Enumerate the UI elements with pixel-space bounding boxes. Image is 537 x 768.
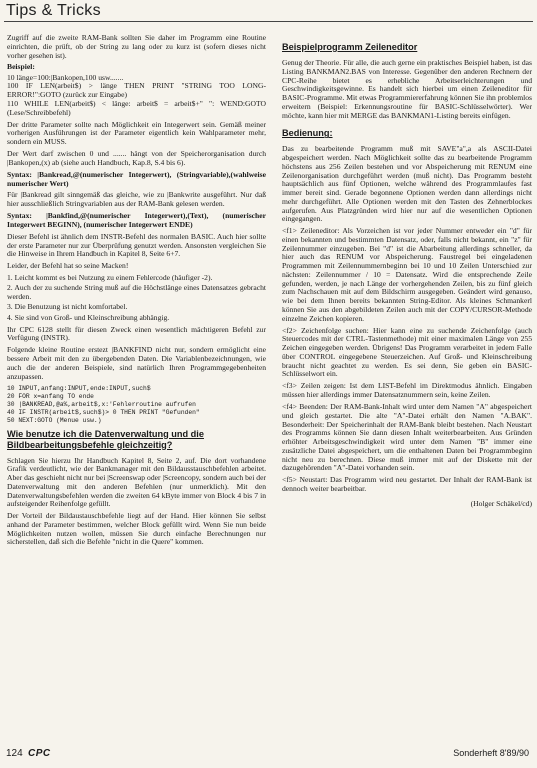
paragraph: Leider, der Befehl hat so seine Macken! bbox=[7, 261, 129, 271]
section-heading: Wie benutze ich die Datenverwaltung und die Bildbearbeitungsbefehle gleichzeitig? bbox=[7, 428, 204, 450]
paragraph: Das zu bearbeitende Programm muß mit SAVE"a",a als ASCII-Datei abgespeichert werden. Nach Möglichkeit sollte das zu bearbeitende Programm höchstens aus 256 Zeilen bestehen und vor Abspeicherung mit RENUM eine Zeilenorganisation durchgeführt werden (muß nicht). Das Programm besteht hauptsächlich aus fünf Optionen, welche während des Programmlaufes fast immer bereit sind. Gerade begonnene Optionen werden dann allerdings nicht mehr durchgeführt. Alle Optionen werden mit den Tasten des Zehnerblockes aufgerufen. Aus Platzgründen wird hier nur auf die wesentlichen Optionen eingegangen. bbox=[282, 144, 532, 224]
right-column bbox=[282, 34, 532, 508]
option-f4: <f4> Beenden: Der RAM-Bank-Inhalt wird unter dem Namen "A" abgespeichert und gleich gestartet. Die alte "A"-Datei erhält den Namen "A.BAK". Besonderheit: Der Speicherinhalt der RAM-Bank bleibt bestehen. Nach Neustart des Programms können Sie dann diesen Inhalt weiterbearbeiten. Aus Gründen erhöhter Arbeitsgeschwindigkeit wird unter dem Namen "B" immer eine zusätzliche Datei abgespeichert, um die enthaltenen Daten bei Programmbeginn nicht neu zu berechnen. Diese muß immer mit auf der Diskette mit der dazugehörenden "A"-Datei vorhanden sein. bbox=[282, 402, 532, 473]
paragraph: Folgende kleine Routine erstezt |BANKFIND nicht nur, sondern ermöglicht eine bessere Arbeit mit den zu übergebenden Daten. Die Variablenbezeichnungen, wie auch die der anderen Beispiele, sind natürlich Ihren Programmgegebenheiten anzupassen. bbox=[7, 345, 266, 381]
author-signature: (Holger Schäkel/cd) bbox=[470, 498, 532, 508]
option-f3: <f3> Zeilen zeigen: Ist dem LIST-Befehl im Direktmodus ähnlich. Eingaben müssen hier allerdings immer Datensatznummern sein, keine Zeilen. bbox=[282, 381, 532, 400]
magazine-logo: CPC bbox=[28, 748, 51, 759]
paragraph: Schlagen Sie hierzu Ihr Handbuch Kapitel 8, Seite 2, auf. Die dort vorhandene Grafik verdeutlicht, wie der Bankmanager mit den Bildausstauschbefehlen arbeitet. Aber das geschieht nicht nur bei |Screenswap oder |Screencopy, sondern auch bei der Datenverwaltung mit den anderen Befehlen (nur unmerklich). Mit den Datenverwaltungsbefehlen werden die zweiten 64 kByte immer von Block 4 bis 7 in aufsteigender Reihenfolge gefüllt. bbox=[7, 455, 266, 509]
section-heading: Beispielprogramm Zeileneditor bbox=[282, 42, 418, 52]
left-column bbox=[7, 34, 266, 550]
syntax-bankfind: Syntax: |Bankfind,@(numerischer Integerwert),(Text), (numerischer Integerwert BEGINN), (numerischer Integerwert ENDE) bbox=[7, 211, 266, 229]
header-rule bbox=[4, 21, 533, 22]
section-title: Tips & Tricks bbox=[6, 2, 101, 19]
page-header bbox=[0, 0, 537, 22]
paragraph: Ihr CPC 6128 stellt für diesen Zweck einen wesentlich mächtigeren Befehl zur Verfügung (INSTR). bbox=[7, 324, 266, 343]
option-f5: <f5> Neustart: Das Programm wird neu gestartet. Der Inhalt der RAM-Bank ist dennoch weiter bearbeitbar. bbox=[282, 475, 532, 493]
syntax-bankread: Syntax: |Bankread,@(numerischer Integerwert), (Stringvariable),(wahlweise numerischer Wert) bbox=[7, 169, 266, 188]
paragraph: Der Wert darf zwischen 0 und ....... hängt von der Speicherorganisation durch |Bankopen,(x) ab (siehe auch Handbuch, Kap.8, S.4 bis 6). bbox=[7, 149, 266, 167]
paragraph: Der dritte Parameter sollte nach Möglichkeit ein Integerwert sein. Gemäß meiner vorherigen Ausführungen ist der Parameter eigentlich kein Wahlparameter mehr, sondern ein MUSS. bbox=[7, 119, 266, 147]
page-footer bbox=[0, 745, 537, 765]
option-f1: <f1> Zeileneditor: Als Vorzeichen ist vor jeder Nummer entweder ein "d" für einen bekannten und bestimmten Datensatz, oder, falls nicht bekannt, ein "z" für Zeilennummer einzugeben. Bei "d" ist die Abarbeitung allerdings schneller, da hier auch das RENUM vor Abspeicherung. Faustregel bei eingeladenen Programmen mit Zeilennummernbeginn bei 10 und 10 Zeilen Unterschied zur nächsten: Zeilennummer / 10 = Datensatz. Wird die entsprechende Zeile gefunden, werden, je nach Länge der vorhergehenden Zeilen, bis zu fünf gleich zum Nachschauen mit auf dem Bildschirm ausgegeben. Geändert wird genauso, wie bei dem Ihnen bereits bekannten String-Editor. Als kleines Schmankerl können Sie aus den abgebildeten Zeilen auch mit der COPY/CURSOR-Methode einzelne Zeichen kopieren. bbox=[282, 226, 532, 323]
list-item: 4. Sie sind von Groß- und Kleinschreibung abhängig. bbox=[7, 312, 170, 322]
list-item: 1. Leicht kommt es bei Nutzung zu einem Fehlercode (häufiger -2). bbox=[7, 273, 213, 283]
paragraph: Für |Bankread gilt sinngemäß das gleiche, wie zu |Bankwrite ausgeführt. Nur daß hier ausschließlich Stringvariablen aus der RAM-Bank gelesen werden. bbox=[7, 190, 266, 209]
paragraph: Der Vorteil der Bildaustauschbefehle liegt auf der Hand. Hier können Sie selbst anhand der Parameter bestimmen, welcher Block gefüllt wird. Wenn Sie nun beide Möglichkeiten nutzen wollen, müssen Sie durch einfache Berechnungen nur sicherstellen, daß sich die Befehle "nicht in die Quere" kommen. bbox=[7, 511, 266, 547]
section-heading: Bedienung: bbox=[282, 128, 333, 139]
example-label: Beispiel: bbox=[7, 62, 35, 72]
paragraph: Zugriff auf die zweite RAM-Bank sollten Sie daher im Programm eine Routine einrichten, die prüft, ob der String zu lang oder zu kurz ist (sofern dieses nicht vorher gesehen ist). bbox=[7, 33, 266, 60]
paragraph: Dieser Befehl ist ähnlich dem INSTR-Befehl des normalen BASIC. Auch hier sollte der erste Parameter nur zur Überprüfung genutzt werden. Ansonsten vergleichen Sie die Hinweise in Ihrem Handbuch in Kapitel 8, Seite 6+7. bbox=[7, 231, 266, 259]
issue-label: Sonderheft 8'89/90 bbox=[453, 748, 529, 758]
code-listing: 10 INPUT,anfang:INPUT,ende:INPUT,such$ 20 FOR x=anfang TO ende 30 |BANKREAD,@a%,arbeit$,x:'Fehlerroutine aufrufen 40 IF INSTR(arbeit$,such$)> 0 THEN PRINT "Gefunden" 50 NEXT:GOTO (Menue usw.) bbox=[7, 384, 200, 424]
page-number: 124 bbox=[6, 748, 23, 759]
paragraph: Genug der Theorie. Für alle, die auch gerne ein praktisches Beispiel haben, ist das Listing BANKMAN2.BAS von Interesse. Gegenüber den anderen Rechnern der CPC-Reihe bietet es erhebliche Arbeitserleichterungen und Geschwindigkeitsgewinne. Es handelt sich hierbei um einen Zeileneditor für BASIC-Programme. Mit etwas Programmiererfahrung können Sie ihn problemlos erweitern (Beispiel: Erkennungsroutine für BASIC-Schlüsselwörter). Wer möchte, kann hier mit MERGE das BANKMAN1-Listing bereits einfügen. bbox=[282, 58, 532, 120]
list-item: 2. Auch der zu suchende String muß auf die Höchstlänge eines Datensatzes gebracht werden. bbox=[7, 283, 266, 302]
list-item: 3. Die Benutzung ist nicht komfortabel. bbox=[7, 302, 128, 312]
option-f2: <f2> Zeichenfolge suchen: Hier kann eine zu suchende Zeichenfolge (auch Steuercodes mit der CTRL-Tastenmethode) mit einer maximalen Länge von 255 Zeichen eingegeben werden. Übrigens! Das Programm verarbeitet in jedem Falle über CONTROL eingegebene Steuerzeichen. Auf Groß- und Kleinschreibung braucht nicht geachtet zu werden. Es sei denn, Sie geben ein BASIC-Schlüsselwort ein. bbox=[282, 325, 532, 379]
example-code: 10 länge=100:|Bankopen,100 usw....... 100 IF LEN(arbeit$) > länge THEN PRINT "STRING TOO LONG-ERROR!":GOTO (zurück zur Eingabe) 110 WHILE LEN(arbeit$) < länge: arbeit$ = arbeit$+" ": WEND:GOTO (Lese/Schreibbefehl) bbox=[7, 72, 266, 117]
